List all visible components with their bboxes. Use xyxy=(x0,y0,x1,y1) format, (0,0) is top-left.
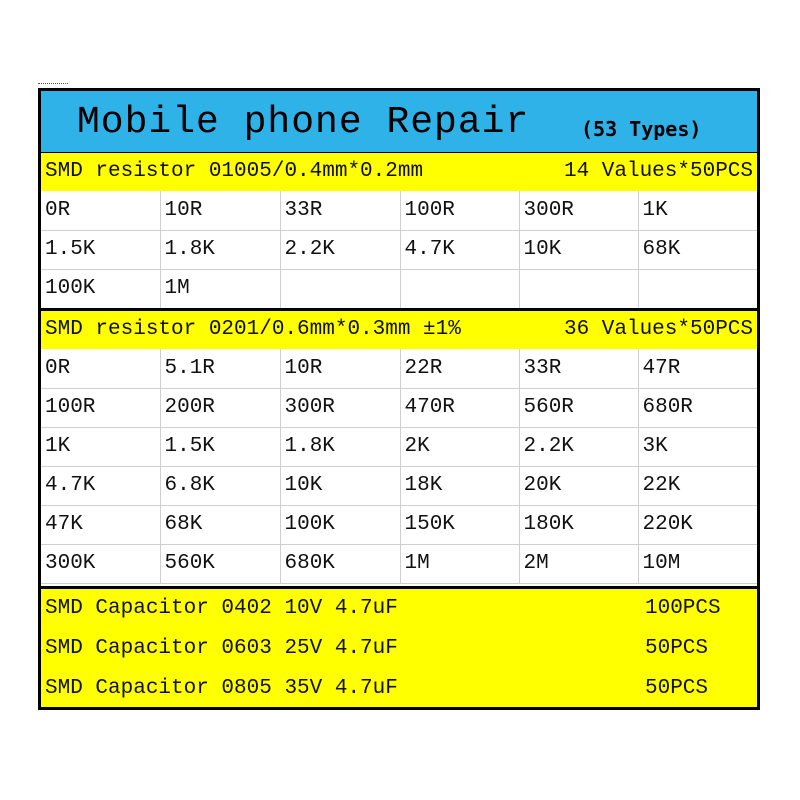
value-cell: 10K xyxy=(519,230,638,269)
value-cell: 1.5K xyxy=(41,230,160,269)
value-cell: 10R xyxy=(280,349,400,388)
value-cell: 680K xyxy=(280,544,400,583)
value-cell: 300R xyxy=(280,388,400,427)
value-cell: 1.5K xyxy=(160,427,280,466)
resistor-table-01005 xyxy=(41,191,757,309)
product-spec-sheet xyxy=(38,88,760,710)
value-cell: 68K xyxy=(160,505,280,544)
value-cell: 0R xyxy=(41,191,160,230)
value-cell: 2M xyxy=(519,544,638,583)
type-count: (53 Types) xyxy=(581,117,702,141)
value-cell: 180K xyxy=(519,505,638,544)
section-header-quantity: 36 Values*50PCS xyxy=(563,318,753,341)
value-cell: 560R xyxy=(519,388,638,427)
section-header-0201 xyxy=(41,308,757,349)
value-cell: 68K xyxy=(638,230,757,269)
value-cell xyxy=(280,269,400,308)
title-bar xyxy=(41,91,757,153)
value-cell: 1M xyxy=(160,269,280,308)
value-cell: 10R xyxy=(160,191,280,230)
table-row xyxy=(41,269,757,308)
section-header-01005 xyxy=(41,153,757,191)
value-cell: 20K xyxy=(519,466,638,505)
value-cell: 100K xyxy=(280,505,400,544)
value-cell: 22R xyxy=(400,349,519,388)
capacitor-desc: SMD Capacitor 0603 25V 4.7uF xyxy=(45,637,398,660)
value-cell: 2K xyxy=(400,427,519,466)
section-header-label: SMD resistor 01005/0.4mm*0.2mm xyxy=(45,160,424,183)
capacitor-qty: 50PCS xyxy=(645,677,709,700)
value-cell: 22K xyxy=(638,466,757,505)
value-cell: 1K xyxy=(638,191,757,230)
resistor-table-0201 xyxy=(41,349,757,584)
table-row xyxy=(41,349,757,388)
capacitor-row xyxy=(41,629,757,669)
value-cell: 100R xyxy=(400,191,519,230)
table-row xyxy=(41,466,757,505)
table-row xyxy=(41,191,757,230)
value-cell: 150K xyxy=(400,505,519,544)
value-cell xyxy=(400,269,519,308)
value-cell: 5.1R xyxy=(160,349,280,388)
capacitor-qty: 50PCS xyxy=(645,637,709,660)
value-cell: 10K xyxy=(280,466,400,505)
value-cell: 680R xyxy=(638,388,757,427)
capacitor-qty: 100PCS xyxy=(645,597,721,620)
value-cell: 0R xyxy=(41,349,160,388)
value-cell xyxy=(519,269,638,308)
table-row xyxy=(41,427,757,466)
table-row xyxy=(41,544,757,583)
value-cell: 2.2K xyxy=(280,230,400,269)
cell-corner-mark xyxy=(38,83,68,87)
capacitor-row xyxy=(41,589,757,629)
value-cell: 18K xyxy=(400,466,519,505)
table-row xyxy=(41,230,757,269)
capacitor-desc: SMD Capacitor 0402 10V 4.7uF xyxy=(45,597,398,620)
value-cell: 4.7K xyxy=(400,230,519,269)
capacitor-desc: SMD Capacitor 0805 35V 4.7uF xyxy=(45,677,398,700)
value-cell: 3K xyxy=(638,427,757,466)
value-cell: 560K xyxy=(160,544,280,583)
value-cell: 2.2K xyxy=(519,427,638,466)
value-cell: 4.7K xyxy=(41,466,160,505)
value-cell: 1M xyxy=(400,544,519,583)
value-cell: 33R xyxy=(519,349,638,388)
value-cell: 100K xyxy=(41,269,160,308)
value-cell: 220K xyxy=(638,505,757,544)
value-cell: 6.8K xyxy=(160,466,280,505)
value-cell: 1K xyxy=(41,427,160,466)
value-cell xyxy=(638,269,757,308)
value-cell: 470R xyxy=(400,388,519,427)
value-cell: 10M xyxy=(638,544,757,583)
value-cell: 200R xyxy=(160,388,280,427)
capacitor-block xyxy=(41,586,757,707)
value-cell: 300K xyxy=(41,544,160,583)
value-cell: 1.8K xyxy=(160,230,280,269)
table-row xyxy=(41,505,757,544)
capacitor-row xyxy=(41,669,757,709)
page-title: Mobile phone Repair xyxy=(77,101,530,144)
value-cell: 33R xyxy=(280,191,400,230)
value-cell: 1.8K xyxy=(280,427,400,466)
section-header-quantity: 14 Values*50PCS xyxy=(563,160,753,183)
value-cell: 300R xyxy=(519,191,638,230)
value-cell: 47R xyxy=(638,349,757,388)
value-cell: 100R xyxy=(41,388,160,427)
value-cell: 47K xyxy=(41,505,160,544)
table-row xyxy=(41,388,757,427)
section-header-label: SMD resistor 0201/0.6mm*0.3mm ±1% xyxy=(45,318,461,341)
